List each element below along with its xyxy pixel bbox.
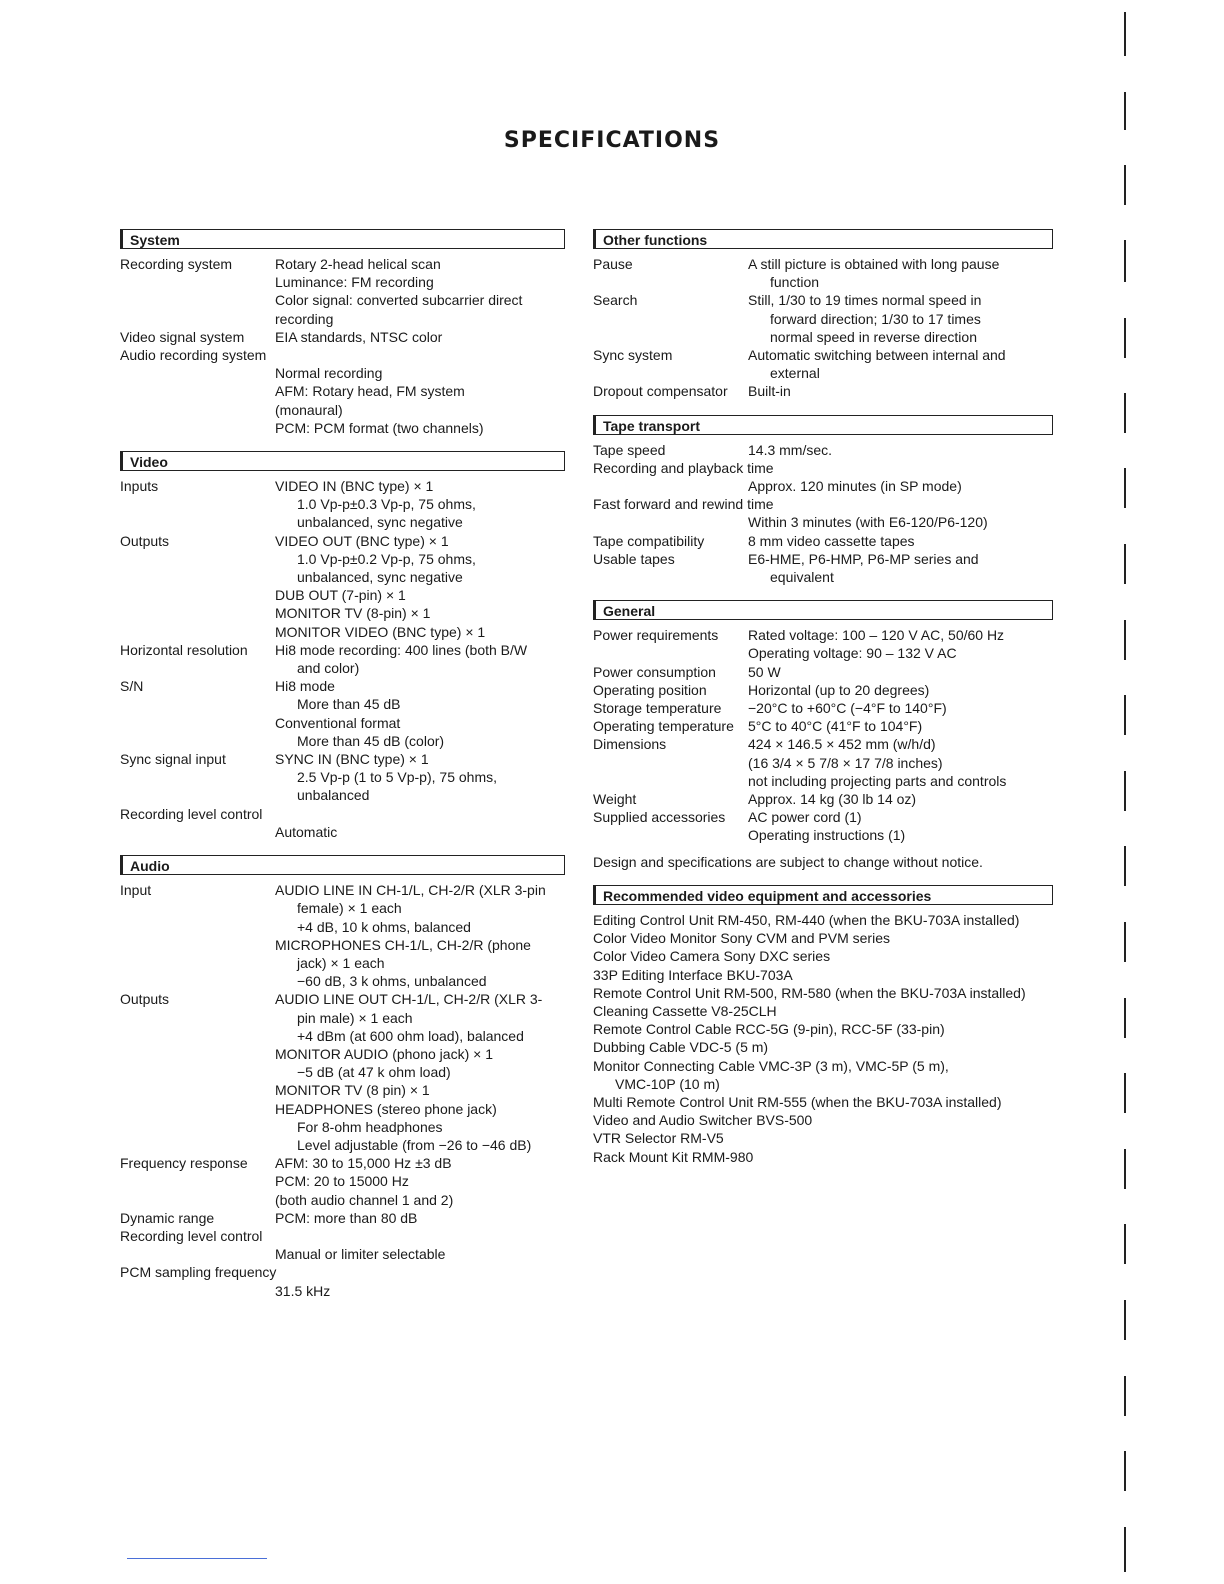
spec-value: A still picture is obtained with long pause bbox=[748, 256, 1000, 272]
spec-row-video-signal-system bbox=[120, 328, 565, 346]
list-item: Dubbing Cable VDC-5 (5 m) bbox=[593, 1039, 769, 1056]
section-header-video: Video bbox=[120, 451, 565, 471]
spec-value: MONITOR AUDIO (phono jack) × 1 bbox=[275, 1045, 493, 1062]
list-item: Remote Control Unit RM-500, RM-580 (when the BKU-703A installed) bbox=[593, 984, 1026, 1001]
spec-value: +4 dB, 10 k ohms, balanced bbox=[297, 918, 471, 935]
spec-value: Conventional format bbox=[275, 714, 401, 731]
spec-value: AUDIO LINE IN CH-1/L, CH-2/R (XLR 3-pin bbox=[275, 882, 546, 899]
list-item: VMC-10P (10 m) bbox=[615, 1075, 720, 1092]
spec-value: female) × 1 each bbox=[297, 900, 402, 917]
spec-label: Audio recording system bbox=[120, 347, 267, 364]
spec-value: Hi8 mode recording: 400 lines (both B/W bbox=[275, 641, 528, 658]
spec-value: Rated voltage: 100 – 120 V AC, 50/60 Hz bbox=[748, 627, 1005, 644]
spec-label: Frequency response bbox=[120, 1155, 248, 1172]
spec-value: 5°C to 40°C (41°F to 104°F) bbox=[748, 718, 923, 735]
spec-value: Built-in bbox=[748, 383, 791, 400]
spec-value: and color) bbox=[297, 660, 360, 677]
spec-value: PCM: more than 80 dB bbox=[275, 1209, 418, 1226]
spec-value: Normal recording bbox=[275, 365, 383, 382]
spec-label: Input bbox=[120, 882, 152, 899]
spec-value: E6-HME, P6-HMP, P6-MP series and bbox=[748, 550, 979, 567]
spec-value: Hi8 mode bbox=[275, 678, 335, 695]
spec-label: Outputs bbox=[120, 991, 170, 1008]
spec-value: Automatic switching between internal and bbox=[748, 347, 1006, 364]
spec-value: pin male) × 1 each bbox=[297, 1009, 413, 1026]
page-title: SPECIFICATIONS bbox=[503, 128, 721, 153]
spec-value: 14.3 mm/sec. bbox=[748, 441, 833, 458]
spec-value: SYNC IN (BNC type) × 1 bbox=[275, 751, 429, 768]
spec-value: 1.0 Vp-p±0.3 Vp-p, 75 ohms, bbox=[297, 496, 476, 513]
spec-label: Recording system bbox=[120, 256, 233, 272]
section-header-tape-transport: Tape transport bbox=[593, 415, 1053, 435]
spec-value: recording bbox=[275, 310, 334, 327]
spec-value: unbalanced, sync negative bbox=[297, 514, 463, 531]
right-column bbox=[593, 229, 1053, 1166]
spec-value: 8 mm video cassette tapes bbox=[748, 532, 915, 549]
spec-label: Tape compatibility bbox=[593, 532, 705, 549]
spec-row-power-requirements bbox=[593, 626, 1053, 662]
spec-row-sn bbox=[120, 677, 565, 750]
spec-value: MONITOR TV (8-pin) × 1 bbox=[275, 605, 431, 622]
spec-value: forward direction; 1/30 to 17 times bbox=[770, 310, 981, 327]
spec-label: Dimensions bbox=[593, 736, 667, 753]
spec-row-operating-position bbox=[593, 681, 1053, 699]
spec-row-outputs bbox=[120, 532, 565, 641]
spec-label: Weight bbox=[593, 791, 637, 808]
spec-value: More than 45 dB bbox=[297, 696, 401, 713]
spec-value: Operating voltage: 90 – 132 V AC bbox=[748, 645, 957, 662]
spec-value: 424 × 146.5 × 452 mm (w/h/d) bbox=[748, 736, 936, 753]
spec-label: Recording level control bbox=[120, 1227, 263, 1244]
spec-value: MONITOR VIDEO (BNC type) × 1 bbox=[275, 623, 486, 640]
spec-value: equivalent bbox=[770, 569, 834, 586]
spec-value: AFM: 30 to 15,000 Hz ±3 dB bbox=[275, 1155, 452, 1172]
spec-label: Pause bbox=[593, 256, 633, 272]
list-item: Rack Mount Kit RMM-980 bbox=[593, 1148, 754, 1165]
spec-value: 50 W bbox=[748, 663, 781, 680]
spec-row-input bbox=[120, 881, 565, 990]
spec-label: Tape speed bbox=[593, 441, 666, 458]
spec-value: Still, 1/30 to 19 times normal speed in bbox=[748, 292, 982, 309]
spec-value: Within 3 minutes (with E6-120/P6-120) bbox=[748, 514, 988, 531]
spec-value: Luminance: FM recording bbox=[275, 274, 434, 291]
spec-value: Manual or limiter selectable bbox=[275, 1246, 446, 1263]
list-item: Color Video Camera Sony DXC series bbox=[593, 948, 831, 965]
section-header-recommended: Recommended video equipment and accessories bbox=[593, 885, 1053, 905]
spec-value: MONITOR TV (8 pin) × 1 bbox=[275, 1082, 430, 1099]
spec-label: Recording and playback time bbox=[593, 459, 774, 476]
list-item: VTR Selector RM-V5 bbox=[593, 1130, 724, 1147]
section-header-audio: Audio bbox=[120, 855, 565, 875]
spec-value: Color signal: converted subcarrier direct bbox=[275, 292, 523, 309]
spec-value: (both audio channel 1 and 2) bbox=[275, 1191, 454, 1208]
spec-row-inputs bbox=[120, 477, 565, 532]
spec-row-recording-system bbox=[120, 255, 565, 328]
spec-label: Inputs bbox=[120, 478, 159, 495]
list-item: Color Video Monitor Sony CVM and PVM series bbox=[593, 930, 890, 947]
spec-value: Level adjustable (from −26 to −46 dB) bbox=[297, 1136, 532, 1153]
spec-value: (monaural) bbox=[275, 401, 343, 418]
spec-label: S/N bbox=[120, 678, 144, 695]
spec-value: unbalanced bbox=[297, 787, 370, 804]
spec-row-power-consumption bbox=[593, 663, 1053, 681]
spec-label: Recording level control bbox=[120, 805, 263, 822]
spec-row-supplied-accessories bbox=[593, 808, 1053, 844]
spec-label: Dropout compensator bbox=[593, 383, 728, 400]
spec-value: PCM: 20 to 15000 Hz bbox=[275, 1173, 409, 1190]
binding-marks bbox=[1124, 0, 1128, 1584]
spec-row-usable-tapes bbox=[593, 550, 1053, 586]
spec-value: Approx. 14 kg (30 lb 14 oz) bbox=[748, 791, 917, 808]
spec-label: PCM sampling frequency bbox=[120, 1264, 277, 1281]
spec-value: MICROPHONES CH-1/L, CH-2/R (phone bbox=[275, 936, 531, 953]
spec-row-audio-recording-system bbox=[120, 364, 565, 437]
spec-value: HEADPHONES (stereo phone jack) bbox=[275, 1100, 497, 1117]
spec-value: Approx. 120 minutes (in SP mode) bbox=[748, 478, 962, 495]
spec-value: DUB OUT (7-pin) × 1 bbox=[275, 587, 406, 604]
spec-value: +4 dBm (at 600 ohm load), balanced bbox=[297, 1027, 524, 1044]
spec-value: 31.5 kHz bbox=[275, 1282, 331, 1299]
change-notice: Design and specifications are subject to change without notice. bbox=[593, 853, 983, 870]
spec-row-storage-temperature bbox=[593, 699, 1053, 717]
spec-value: not including projecting parts and controls bbox=[748, 772, 1007, 789]
spec-value: normal speed in reverse direction bbox=[770, 328, 977, 345]
section-header-system: System bbox=[120, 229, 565, 249]
list-item: Editing Control Unit RM-450, RM-440 (when the BKU-703A installed) bbox=[593, 911, 1020, 928]
spec-value: (16 3/4 × 5 7/8 × 17 7/8 inches) bbox=[748, 754, 943, 771]
spec-label: Usable tapes bbox=[593, 550, 675, 567]
spec-row-dropout bbox=[593, 382, 1053, 400]
spec-label: Outputs bbox=[120, 532, 170, 549]
spec-label: Operating temperature bbox=[593, 718, 734, 735]
spec-row-sync-signal-input bbox=[120, 750, 565, 805]
spec-row-frequency-response bbox=[120, 1154, 565, 1209]
spec-value: −60 dB, 3 k ohms, unbalanced bbox=[297, 973, 487, 990]
spec-value: jack) × 1 each bbox=[297, 954, 385, 971]
spec-row-audio-outputs bbox=[120, 990, 565, 1154]
spec-value: −20°C to +60°C (−4°F to 140°F) bbox=[748, 700, 947, 717]
list-item: Video and Audio Switcher BVS-500 bbox=[593, 1112, 813, 1129]
spec-label: Horizontal resolution bbox=[120, 641, 248, 658]
spec-row-weight bbox=[593, 790, 1053, 808]
spec-value: PCM: PCM format (two channels) bbox=[275, 419, 484, 436]
spec-value: VIDEO OUT (BNC type) × 1 bbox=[275, 532, 449, 549]
list-item: Monitor Connecting Cable VMC-3P (3 m), VMC-5P (5 m), bbox=[593, 1057, 949, 1074]
spec-row-tape-compatibility bbox=[593, 532, 1053, 550]
spec-row-tape-speed bbox=[593, 441, 1053, 459]
section-header-other-functions: Other functions bbox=[593, 229, 1053, 249]
spec-row-dimensions bbox=[593, 735, 1053, 790]
spec-value: AC power cord (1) bbox=[748, 809, 862, 826]
spec-value: Operating instructions (1) bbox=[748, 827, 906, 844]
spec-label: Sync system bbox=[593, 347, 673, 364]
spec-label: Supplied accessories bbox=[593, 809, 726, 826]
spec-label: Fast forward and rewind time bbox=[593, 496, 774, 513]
spec-value: Horizontal (up to 20 degrees) bbox=[748, 681, 930, 698]
recommended-list bbox=[593, 911, 1053, 1166]
spec-value: unbalanced, sync negative bbox=[297, 569, 463, 586]
spec-value: external bbox=[770, 365, 820, 382]
spec-value: VIDEO IN (BNC type) × 1 bbox=[275, 478, 434, 495]
spec-value: AFM: Rotary head, FM system bbox=[275, 383, 465, 400]
spec-row-pause bbox=[593, 255, 1053, 291]
spec-label: Power requirements bbox=[593, 627, 719, 644]
spec-value: AUDIO LINE OUT CH-1/L, CH-2/R (XLR 3- bbox=[275, 991, 543, 1008]
footer-rule bbox=[127, 1558, 267, 1559]
spec-label: Search bbox=[593, 292, 638, 309]
spec-row-operating-temperature bbox=[593, 717, 1053, 735]
spec-label: Sync signal input bbox=[120, 751, 226, 768]
spec-label: Video signal system bbox=[120, 328, 245, 345]
left-column bbox=[120, 229, 565, 1300]
spec-label: Power consumption bbox=[593, 663, 716, 680]
spec-label: Dynamic range bbox=[120, 1209, 215, 1226]
section-header-general: General bbox=[593, 600, 1053, 620]
spec-row-dynamic-range bbox=[120, 1209, 565, 1227]
list-item: Remote Control Cable RCC-5G (9-pin), RCC-5F (33-pin) bbox=[593, 1021, 945, 1038]
spec-value: Automatic bbox=[275, 823, 338, 840]
spec-value: −5 dB (at 47 k ohm load) bbox=[297, 1064, 451, 1081]
spec-row-horizontal-resolution bbox=[120, 641, 565, 677]
spec-label: Storage temperature bbox=[593, 700, 722, 717]
spec-row-sync-system bbox=[593, 346, 1053, 382]
spec-value: For 8-ohm headphones bbox=[297, 1118, 443, 1135]
spec-label: Operating position bbox=[593, 681, 707, 698]
spec-row-search bbox=[593, 291, 1053, 346]
spec-value: Rotary 2-head helical scan bbox=[275, 256, 441, 272]
spec-value: 1.0 Vp-p±0.2 Vp-p, 75 ohms, bbox=[297, 550, 476, 567]
spec-value: 2.5 Vp-p (1 to 5 Vp-p), 75 ohms, bbox=[297, 769, 497, 786]
list-item: Cleaning Cassette V8-25CLH bbox=[593, 1002, 777, 1019]
list-item: 33P Editing Interface BKU-703A bbox=[593, 966, 793, 983]
spec-value: More than 45 dB (color) bbox=[297, 732, 445, 749]
spec-value: function bbox=[770, 274, 820, 291]
list-item: Multi Remote Control Unit RM-555 (when the BKU-703A installed) bbox=[593, 1093, 1002, 1110]
spec-value: EIA standards, NTSC color bbox=[275, 328, 443, 345]
